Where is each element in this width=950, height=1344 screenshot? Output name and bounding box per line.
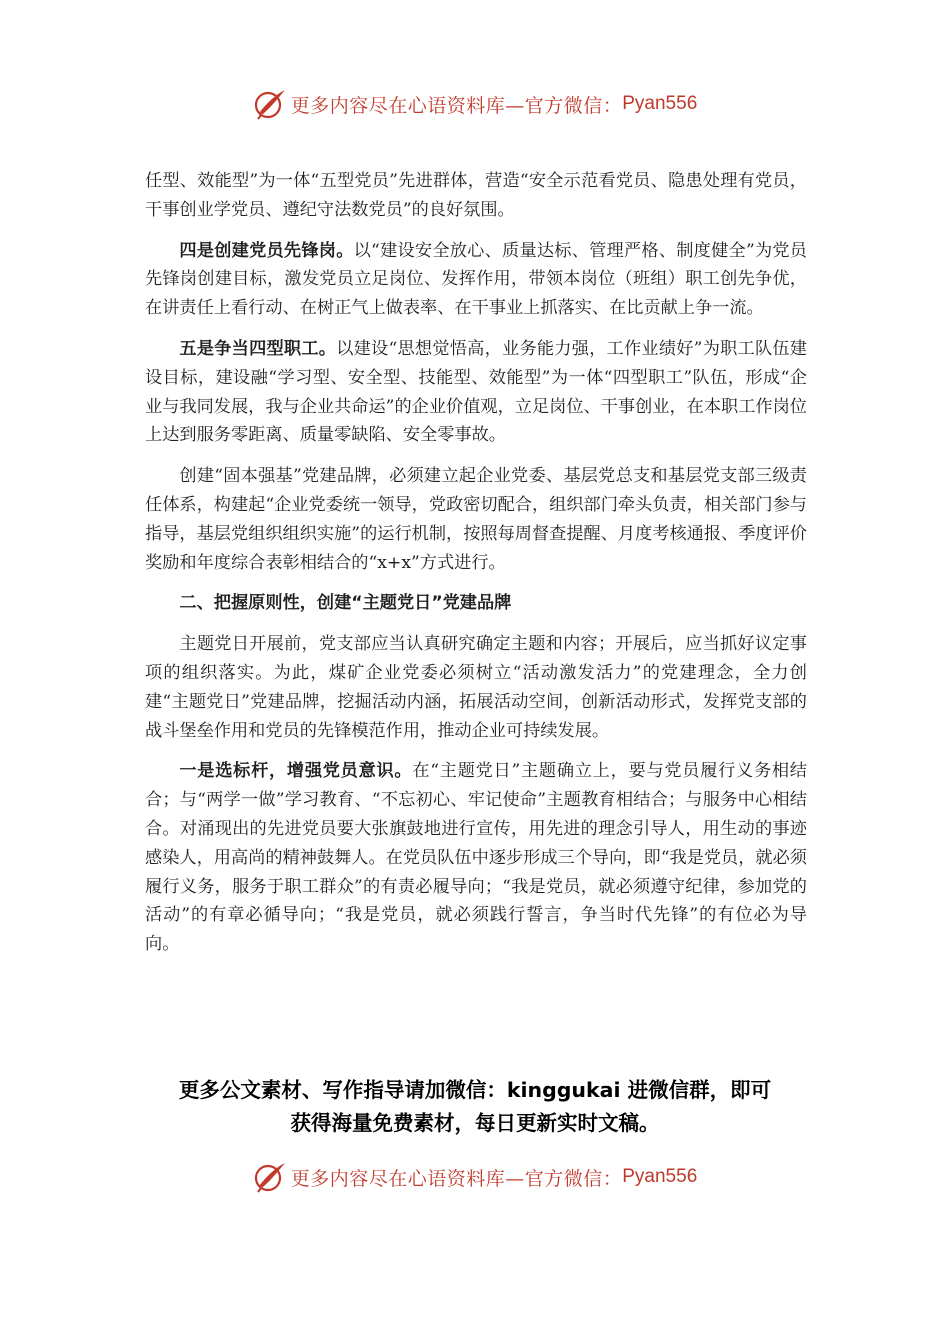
promo-notice	[120, 1074, 830, 1140]
promo-line-1: 更多公文素材、写作指导请加微信：kinggukai 进微信群，即可	[178, 1078, 772, 1102]
paragraph: 五是争当四型职工。以建设“思想觉悟高，业务能力强，工作业绩好”为职工队伍建设目标，建设融“学习型、安全型、技能型、效能型”为一体“四型职工”队伍，形成“企业与我同发展，我与企业共命运”的企业价值观，立足岗位、干事创业，在本职工作岗位上达到服务零距离、质量零缺陷、安全零事故。	[145, 338, 807, 446]
header-banner	[0, 84, 950, 124]
paragraph-lead: 四是创建党员先锋岗。	[179, 240, 354, 261]
paragraph: 任型、效能型”为一体“五型党员”先进群体，营造“安全示范看党员、隐患处理有党员，干事创业学党员、遵纪守法数党员”的良好氛围。	[145, 171, 807, 220]
banner-text: 更多内容尽在心语资料库—官方微信：	[290, 1167, 623, 1190]
paragraph: 四是创建党员先锋岗。以“建设安全放心、质量达标、管理严格、制度健全”为党员先锋岗创建目标，激发党员立足岗位、发挥作用，带领本岗位（班组）职工创先争优，在讲责任上看行动、在树正气上做表率、在干事业上抓落实、在比贡献上争一流。	[145, 240, 807, 319]
document-body	[145, 167, 807, 971]
banner-wechat-id: Pyan556	[622, 1166, 698, 1187]
banner-text: 更多内容尽在心语资料库—官方微信：	[290, 94, 623, 117]
paragraph: 创建“固本强基”党建品牌，必须建立起企业党委、基层党总支和基层党支部三级责任体系，构建起“企业党委统一领导，党政密切配合，组织部门牵头负责，相关部门参与指导，基层党组织组织实施”的运行机制，按照每周督查提醒、月度考核通报、季度评价奖励和年度综合表彰相结合的“x+x”方式进行。	[145, 466, 807, 573]
quill-logo-icon	[253, 1160, 287, 1194]
paragraph: 一是选标杆，增强党员意识。在“主题党日”主题确立上，要与党员履行义务相结合；与“两学一做”学习教育、“不忘初心、牢记使命”主题教育相结合；与服务中心相结合。对涌现出的先进党员要大张旗鼓地进行宣传，用先进的理念引导人，用生动的事迹感染人，用高尚的精神鼓舞人。在党员队伍中逐步形成三个导向，即“我是党员，就必须履行义务，服务于职工群众”的有责必履导向；“我是党员，就必须遵守纪律，参加党的活动”的有章必循导向；“我是党员，就必须践行誓言，争当时代先锋”的有位必为导向。	[145, 761, 807, 955]
paragraph: 主题党日开展前，党支部应当认真研究确定主题和内容；开展后，应当抓好议定事项的组织落实。为此，煤矿企业党委必须树立“活动激发活力”的党建理念，全力创建“主题党日”党建品牌，挖掘活动内涵，拓展活动空间，创新活动形式，发挥党支部的战斗堡垒作用和党员的先锋模范作用，推动企业可持续发展。	[145, 634, 807, 741]
paragraph-lead: 一是选标杆，增强党员意识。	[179, 761, 413, 782]
banner-wechat-id: Pyan556	[622, 93, 698, 114]
quill-logo-icon	[253, 87, 287, 121]
footer-banner	[0, 1157, 950, 1197]
paragraph-lead: 五是争当四型职工。	[179, 338, 337, 359]
section-heading: 二、把握原则性，创建“主题党日”党建品牌	[179, 593, 512, 614]
promo-line-2: 获得海量免费素材，每日更新实时文稿。	[290, 1111, 660, 1135]
